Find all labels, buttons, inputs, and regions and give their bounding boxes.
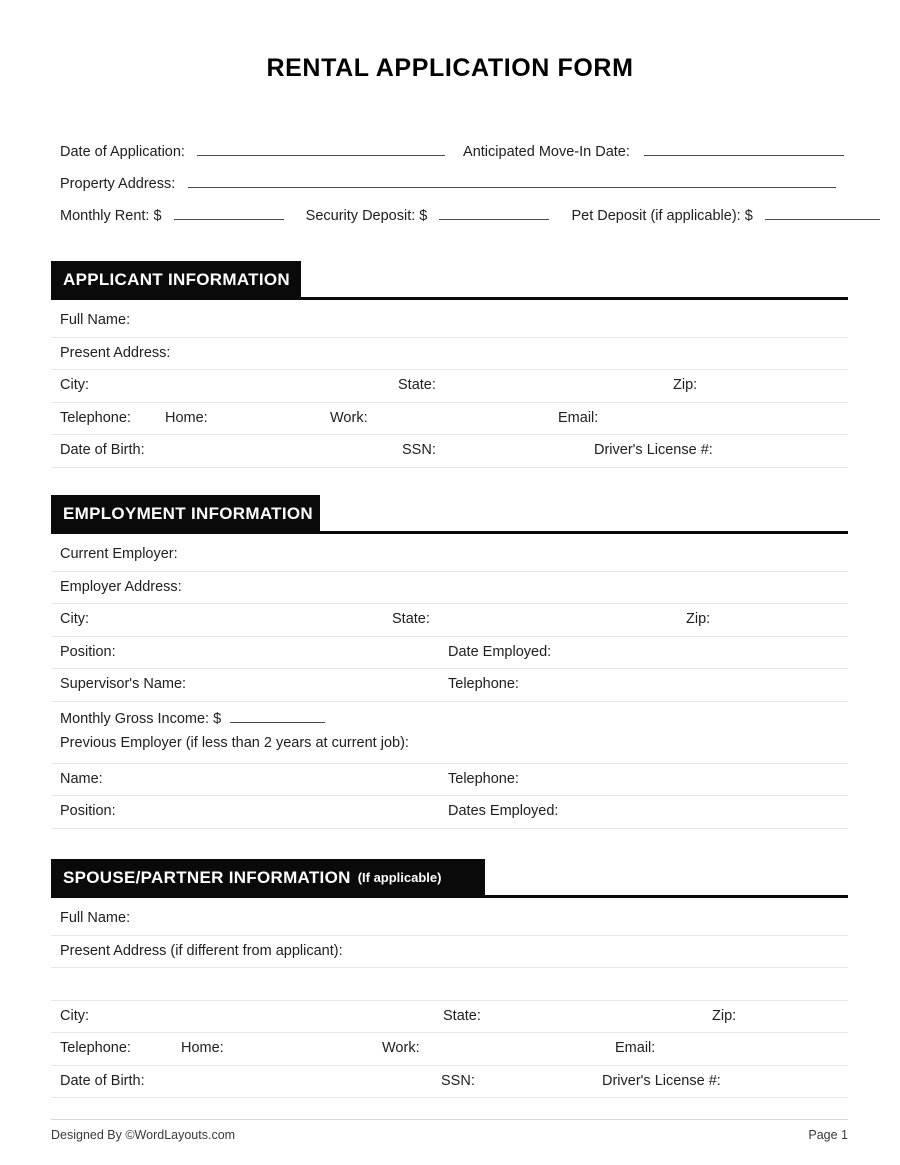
applicant-drivers-license-label: Driver's License #: <box>594 442 713 458</box>
section-note-spouse: (If applicable) <box>357 869 442 885</box>
anticipated-move-in-input[interactable] <box>644 142 844 156</box>
employer-city-label: City: <box>60 611 89 627</box>
spouse-date-of-birth-label: Date of Birth: <box>60 1072 145 1089</box>
spouse-home-phone-label: Home: <box>181 1040 224 1056</box>
section-rule-applicant <box>51 297 848 300</box>
section-header-spouse <box>51 859 848 903</box>
spouse-email-label: Email: <box>615 1040 656 1056</box>
spouse-present-address-label: Present Address (if different from applicant): <box>60 942 343 959</box>
applicant-date-of-birth-label: Date of Birth: <box>60 442 145 458</box>
employer-zip-label: Zip: <box>686 611 711 627</box>
spouse-ssn-label: SSN: <box>441 1072 475 1089</box>
applicant-work-phone-label: Work: <box>330 409 368 426</box>
page-title: RENTAL APPLICATION FORM <box>266 54 634 82</box>
spouse-city-label: City: <box>60 1007 89 1024</box>
section-title-spouse: SPOUSE/PARTNER INFORMATION <box>63 867 351 887</box>
spouse-telephone-label: Telephone: <box>60 1040 131 1056</box>
row-employer-city-state-zip[interactable] <box>51 604 848 637</box>
property-address-input[interactable] <box>188 174 836 188</box>
date-employed-label: Date Employed: <box>448 643 552 660</box>
previous-employer-telephone-label: Telephone: <box>448 770 519 787</box>
section-bar-employment <box>51 495 320 531</box>
applicant-home-phone-label: Home: <box>165 409 208 426</box>
previous-employer-dates-label: Dates Employed: <box>448 803 559 819</box>
section-bar-applicant <box>51 261 301 297</box>
position-label: Position: <box>60 643 116 660</box>
row-spouse-telephone[interactable] <box>51 1033 848 1066</box>
section-bar-spouse <box>51 859 485 895</box>
previous-employer-label: Previous Employer (if less than 2 years at current job): <box>60 734 409 751</box>
spouse-rows <box>51 903 848 1098</box>
page-footer <box>51 1119 848 1142</box>
security-deposit-input[interactable] <box>439 206 549 220</box>
previous-employer-position-label: Position: <box>60 803 116 819</box>
applicant-zip-label: Zip: <box>673 377 698 393</box>
row-applicant-telephone[interactable] <box>51 403 848 436</box>
applicant-rows <box>51 305 848 468</box>
row-applicant-dob-ssn-license[interactable] <box>51 435 848 468</box>
applicant-email-label: Email: <box>558 409 599 426</box>
section-applicant-information <box>51 261 848 468</box>
section-title-employment: EMPLOYMENT INFORMATION <box>63 503 313 523</box>
top-meta-block <box>60 142 850 238</box>
date-of-application-label: Date of Application: <box>60 144 185 160</box>
employer-address-label: Employer Address: <box>60 578 182 595</box>
property-address-label: Property Address: <box>60 176 176 192</box>
spouse-state-label: State: <box>443 1007 481 1024</box>
previous-employer-name-label: Name: <box>60 770 103 787</box>
meta-row-dates <box>60 142 850 174</box>
supervisor-name-label: Supervisor's Name: <box>60 676 187 692</box>
meta-row-amounts <box>60 206 850 238</box>
row-spouse-full-name[interactable] <box>51 903 848 936</box>
row-monthly-gross-income[interactable] <box>51 702 848 764</box>
applicant-city-label: City: <box>60 377 89 393</box>
row-spouse-present-address[interactable] <box>51 936 848 969</box>
row-previous-employer-name-telephone[interactable] <box>51 764 848 797</box>
monthly-gross-income-text: Monthly Gross Income: $ <box>60 710 222 727</box>
spouse-drivers-license-label: Driver's License #: <box>602 1072 721 1089</box>
row-employer-address[interactable] <box>51 572 848 605</box>
row-spouse-dob-ssn-license[interactable] <box>51 1066 848 1099</box>
spouse-work-phone-label: Work: <box>382 1040 420 1056</box>
pet-deposit-label: Pet Deposit (if applicable): $ <box>571 208 753 224</box>
anticipated-move-in-label: Anticipated Move-In Date: <box>463 144 630 160</box>
row-position-date-employed[interactable] <box>51 637 848 670</box>
employment-rows <box>51 539 848 829</box>
section-header-employment <box>51 495 848 539</box>
section-spouse-partner-information <box>51 859 848 1098</box>
monthly-gross-income-input[interactable] <box>230 709 325 723</box>
footer-credit: Designed By ©WordLayouts.com <box>51 1128 236 1142</box>
meta-row-property-address <box>60 174 850 206</box>
monthly-rent-label: Monthly Rent: $ <box>60 208 162 224</box>
applicant-present-address-label: Present Address: <box>60 344 171 361</box>
security-deposit-label: Security Deposit: $ <box>305 208 428 224</box>
section-header-applicant <box>51 261 848 305</box>
employer-state-label: State: <box>392 611 430 627</box>
date-of-application-input[interactable] <box>197 142 445 156</box>
row-applicant-present-address[interactable] <box>51 338 848 371</box>
section-title-applicant: APPLICANT INFORMATION <box>63 269 290 289</box>
applicant-state-label: State: <box>398 377 436 393</box>
spouse-full-name-label: Full Name: <box>60 910 131 926</box>
pet-deposit-input[interactable] <box>765 206 880 220</box>
section-rule-spouse <box>51 895 848 898</box>
applicant-telephone-label: Telephone: <box>60 409 131 426</box>
row-supervisor-telephone[interactable] <box>51 669 848 702</box>
applicant-full-name-label: Full Name: <box>60 312 131 328</box>
row-current-employer[interactable] <box>51 539 848 572</box>
applicant-ssn-label: SSN: <box>402 442 436 458</box>
supervisor-telephone-label: Telephone: <box>448 676 519 692</box>
section-employment-information <box>51 495 848 829</box>
row-spouse-city-state-zip[interactable] <box>51 1001 848 1034</box>
footer-page-number: Page 1 <box>808 1128 848 1142</box>
spouse-zip-label: Zip: <box>712 1007 737 1024</box>
monthly-gross-income-label <box>60 709 325 727</box>
current-employer-label: Current Employer: <box>60 546 178 562</box>
row-spouse-address-continuation[interactable] <box>51 968 848 1001</box>
monthly-rent-input[interactable] <box>174 206 284 220</box>
row-applicant-full-name[interactable] <box>51 305 848 338</box>
row-previous-employer-position-dates[interactable] <box>51 796 848 829</box>
section-rule-employment <box>51 531 848 534</box>
row-applicant-city-state-zip[interactable] <box>51 370 848 403</box>
